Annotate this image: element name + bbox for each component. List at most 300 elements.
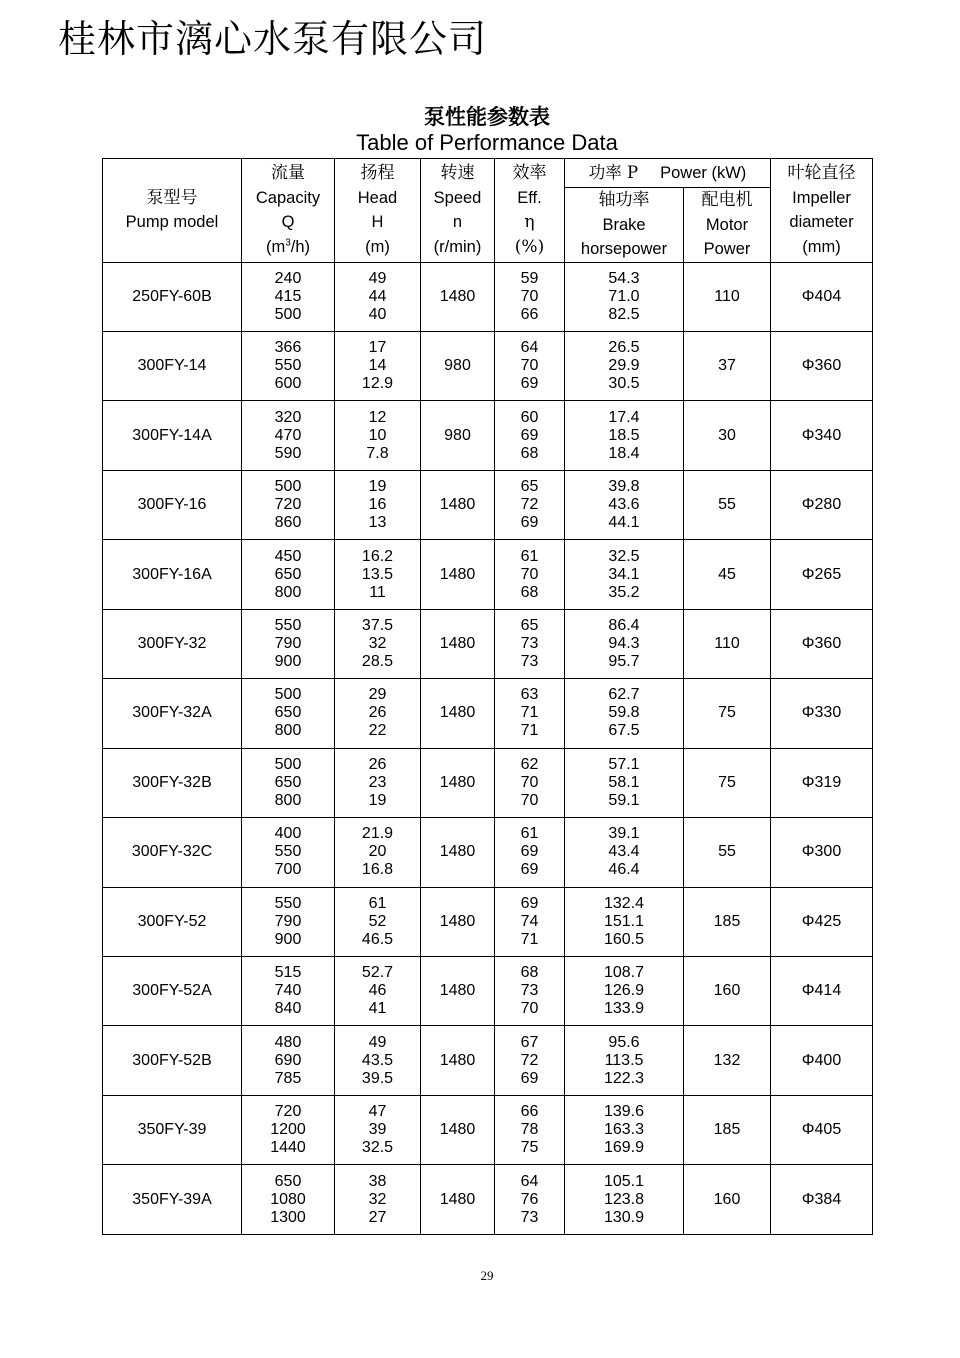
cell-brake-power-value: 26.5 xyxy=(608,339,640,357)
cell-brake-power-value: 62.7 xyxy=(608,686,640,704)
page-number: 29 xyxy=(480,1268,494,1283)
cell-head xyxy=(335,1095,421,1164)
cell-head-value: 16.8 xyxy=(361,861,394,879)
cell-capacity-value: 1080 xyxy=(270,1190,306,1208)
cell-brake-power-value: 18.5 xyxy=(608,426,640,444)
cell-brake-power-value: 32.5 xyxy=(608,547,640,565)
cell-brake-power-value: 133.9 xyxy=(603,1000,645,1018)
table-row xyxy=(103,679,873,748)
cell-capacity xyxy=(242,748,335,817)
cell-head-value: 52.7 xyxy=(361,964,394,982)
cell-efficiency xyxy=(495,818,565,887)
cell-brake-power xyxy=(565,1026,684,1095)
cell-efficiency xyxy=(495,401,565,470)
cell-efficiency-value: 75 xyxy=(520,1139,539,1157)
cell-head-value: 26 xyxy=(368,755,387,773)
cell-capacity xyxy=(242,1026,335,1095)
cell-head xyxy=(335,540,421,609)
cell-brake-power xyxy=(565,470,684,539)
cell-capacity xyxy=(242,331,335,400)
cell-capacity-value: 366 xyxy=(274,339,302,357)
cell-capacity-value: 720 xyxy=(274,1103,302,1121)
cell-capacity-value: 1440 xyxy=(270,1139,306,1157)
cell-motor-power: 55 xyxy=(684,470,771,539)
table-row xyxy=(103,1165,873,1235)
cell-efficiency-value: 68 xyxy=(520,583,539,601)
cell-efficiency-value: 73 xyxy=(520,1208,539,1226)
cell-efficiency-value: 66 xyxy=(520,1103,539,1121)
cell-motor-power: 75 xyxy=(684,748,771,817)
cell-capacity xyxy=(242,679,335,748)
cell-efficiency xyxy=(495,331,565,400)
cell-efficiency xyxy=(495,470,565,539)
cell-brake-power-value: 34.1 xyxy=(608,565,640,583)
cell-head-value: 47 xyxy=(368,1103,387,1121)
cell-impeller-diameter: Φ360 xyxy=(771,609,873,678)
cell-efficiency xyxy=(495,262,565,331)
cell-capacity-value: 550 xyxy=(274,616,302,634)
cell-capacity-value: 590 xyxy=(274,444,302,462)
cell-model: 300FY-52A xyxy=(103,957,242,1026)
cell-capacity-value: 800 xyxy=(274,722,302,740)
cell-impeller-diameter: Φ425 xyxy=(771,887,873,956)
cell-speed: 1480 xyxy=(421,887,495,956)
cell-efficiency xyxy=(495,957,565,1026)
table-row xyxy=(103,1026,873,1095)
cell-brake-power-value: 126.9 xyxy=(603,982,645,1000)
cell-brake-power xyxy=(565,540,684,609)
cell-model: 300FY-16A xyxy=(103,540,242,609)
cell-motor-power: 185 xyxy=(684,1095,771,1164)
table-title-cn: 泵性能参数表 xyxy=(424,105,550,129)
cell-efficiency-value: 65 xyxy=(520,478,539,496)
cell-impeller-diameter: Φ319 xyxy=(771,748,873,817)
table-row xyxy=(103,540,873,609)
company-name: 桂林市漓心水泵有限公司 xyxy=(58,17,488,61)
cell-efficiency-value: 70 xyxy=(520,791,539,809)
cell-motor-power: 75 xyxy=(684,679,771,748)
cell-brake-power xyxy=(565,679,684,748)
cell-efficiency-value: 76 xyxy=(520,1190,539,1208)
cell-motor-power: 110 xyxy=(684,262,771,331)
cell-efficiency-value: 69 xyxy=(520,514,539,532)
cell-efficiency-value: 61 xyxy=(520,547,539,565)
cell-head xyxy=(335,1165,421,1235)
cell-efficiency-value: 70 xyxy=(520,357,539,375)
table-row xyxy=(103,401,873,470)
cell-head-value: 21.9 xyxy=(361,825,394,843)
header-impeller: 叶轮直径 Impeller diameter (mm) xyxy=(771,159,873,263)
cell-capacity xyxy=(242,957,335,1026)
cell-brake-power xyxy=(565,1095,684,1164)
cell-capacity-value: 500 xyxy=(274,305,302,323)
table-row xyxy=(103,262,873,331)
table-row xyxy=(103,609,873,678)
table-row xyxy=(103,818,873,887)
cell-efficiency xyxy=(495,1165,565,1235)
cell-motor-power: 45 xyxy=(684,540,771,609)
cell-efficiency-value: 78 xyxy=(520,1121,539,1139)
cell-efficiency-value: 68 xyxy=(520,444,539,462)
header-capacity: 流量 Capacity Q $(m^3/h)$ xyxy=(242,159,335,263)
cell-brake-power xyxy=(565,748,684,817)
cell-motor-power: 110 xyxy=(684,609,771,678)
cell-efficiency xyxy=(495,1095,565,1164)
cell-model: 250FY-60B xyxy=(103,262,242,331)
cell-model: 300FY-16 xyxy=(103,470,242,539)
cell-head xyxy=(335,679,421,748)
cell-capacity-value: 500 xyxy=(274,686,302,704)
cell-capacity-value: 840 xyxy=(274,1000,302,1018)
cell-brake-power xyxy=(565,401,684,470)
cell-motor-power: 185 xyxy=(684,887,771,956)
table-row xyxy=(103,1095,873,1164)
table-row xyxy=(103,957,873,1026)
cell-head xyxy=(335,262,421,331)
cell-brake-power-value: 43.6 xyxy=(608,496,640,514)
cell-head xyxy=(335,748,421,817)
cell-brake-power-value: 46.4 xyxy=(608,861,640,879)
cell-brake-power-value: 82.5 xyxy=(608,305,640,323)
cell-speed: 1480 xyxy=(421,1165,495,1235)
cell-head-value: 52 xyxy=(368,912,387,930)
cell-speed: 980 xyxy=(421,401,495,470)
cell-efficiency xyxy=(495,1026,565,1095)
cell-head-value: 27 xyxy=(368,1208,387,1226)
cell-efficiency-value: 70 xyxy=(520,1000,539,1018)
cell-head-value: 12.9 xyxy=(361,375,394,393)
cell-head-value: 32 xyxy=(368,634,387,652)
cell-model: 300FY-52B xyxy=(103,1026,242,1095)
cell-brake-power-value: 105.1 xyxy=(603,1172,645,1190)
cell-brake-power-value: 44.1 xyxy=(608,514,640,532)
cell-brake-power-value: 139.6 xyxy=(603,1103,645,1121)
cell-capacity-value: 550 xyxy=(274,843,302,861)
cell-speed: 1480 xyxy=(421,540,495,609)
cell-brake-power-value: 132.4 xyxy=(603,894,645,912)
cell-efficiency-value: 59 xyxy=(520,269,539,287)
performance-table xyxy=(102,158,873,1235)
cell-capacity-value: 450 xyxy=(274,547,302,565)
cell-capacity-value: 650 xyxy=(274,704,302,722)
cell-head-value: 22 xyxy=(368,722,387,740)
cell-efficiency-value: 69 xyxy=(520,843,539,861)
cell-head-value: 40 xyxy=(368,305,387,323)
cell-capacity xyxy=(242,1165,335,1235)
cell-head-value: 49 xyxy=(368,1033,387,1051)
cell-capacity-value: 320 xyxy=(274,408,302,426)
cell-speed: 1480 xyxy=(421,1095,495,1164)
table-body xyxy=(103,262,873,1235)
cell-brake-power-value: 67.5 xyxy=(608,722,640,740)
cell-head-value: 61 xyxy=(368,894,387,912)
cell-speed: 1480 xyxy=(421,818,495,887)
cell-brake-power-value: 39.8 xyxy=(608,478,640,496)
table-row xyxy=(103,331,873,400)
cell-capacity-value: 480 xyxy=(274,1033,302,1051)
cell-motor-power: 37 xyxy=(684,331,771,400)
cell-head-value: 37.5 xyxy=(361,616,394,634)
cell-efficiency-value: 63 xyxy=(520,686,539,704)
cell-head-value: 32 xyxy=(368,1190,387,1208)
cell-efficiency-value: 74 xyxy=(520,912,539,930)
cell-efficiency xyxy=(495,748,565,817)
cell-brake-power-value: 160.5 xyxy=(603,930,645,948)
cell-head-value: 41 xyxy=(368,1000,387,1018)
cell-brake-power-value: 122.3 xyxy=(603,1069,645,1087)
cell-efficiency-value: 64 xyxy=(520,339,539,357)
cell-efficiency xyxy=(495,609,565,678)
cell-head-value: 43.5 xyxy=(361,1051,394,1069)
cell-head-value: 13.5 xyxy=(361,565,394,583)
cell-impeller-diameter: Φ384 xyxy=(771,1165,873,1235)
cell-head-value: 29 xyxy=(368,686,387,704)
cell-capacity-value: 690 xyxy=(274,1051,302,1069)
cell-head-value: 39.5 xyxy=(361,1069,394,1087)
cell-brake-power-value: 54.3 xyxy=(608,269,640,287)
cell-head-value: 19 xyxy=(368,478,387,496)
table-row xyxy=(103,470,873,539)
cell-efficiency xyxy=(495,887,565,956)
cell-capacity-value: 790 xyxy=(274,912,302,930)
cell-brake-power xyxy=(565,957,684,1026)
cell-head xyxy=(335,1026,421,1095)
cell-model: 300FY-32C xyxy=(103,818,242,887)
cell-capacity-value: 550 xyxy=(274,357,302,375)
cell-brake-power xyxy=(565,887,684,956)
cell-capacity-value: 1300 xyxy=(270,1208,306,1226)
cell-efficiency-value: 68 xyxy=(520,964,539,982)
cell-brake-power-value: 123.8 xyxy=(603,1190,645,1208)
cell-head-value: 10 xyxy=(368,426,387,444)
cell-efficiency-value: 60 xyxy=(520,408,539,426)
cell-impeller-diameter: Φ414 xyxy=(771,957,873,1026)
cell-head-value: 20 xyxy=(368,843,387,861)
cell-efficiency-value: 69 xyxy=(520,1069,539,1087)
cell-motor-power: 30 xyxy=(684,401,771,470)
cell-brake-power xyxy=(565,1165,684,1235)
cell-brake-power xyxy=(565,609,684,678)
cell-capacity-value: 515 xyxy=(274,964,302,982)
cell-speed: 1480 xyxy=(421,609,495,678)
cell-motor-power: 132 xyxy=(684,1026,771,1095)
cell-efficiency-value: 66 xyxy=(520,305,539,323)
cell-capacity-value: 500 xyxy=(274,478,302,496)
cell-head-value: 39 xyxy=(368,1121,387,1139)
cell-brake-power xyxy=(565,818,684,887)
cell-motor-power: 160 xyxy=(684,957,771,1026)
cell-motor-power: 55 xyxy=(684,818,771,887)
cell-speed: 1480 xyxy=(421,679,495,748)
cell-efficiency-value: 73 xyxy=(520,652,539,670)
cell-capacity-value: 800 xyxy=(274,583,302,601)
cell-brake-power-value: 163.3 xyxy=(603,1121,645,1139)
cell-capacity-value: 500 xyxy=(274,755,302,773)
table-row xyxy=(103,748,873,817)
cell-brake-power-value: 71.0 xyxy=(608,287,640,305)
cell-brake-power-value: 151.1 xyxy=(603,912,645,930)
cell-head xyxy=(335,887,421,956)
cell-model: 300FY-32B xyxy=(103,748,242,817)
cell-capacity-value: 740 xyxy=(274,982,302,1000)
cell-brake-power-value: 108.7 xyxy=(603,964,645,982)
cell-impeller-diameter: Φ265 xyxy=(771,540,873,609)
cell-capacity xyxy=(242,470,335,539)
cell-efficiency-value: 69 xyxy=(520,894,539,912)
cell-efficiency-value: 67 xyxy=(520,1033,539,1051)
cell-head-value: 19 xyxy=(368,791,387,809)
cell-brake-power-value: 29.9 xyxy=(608,357,640,375)
cell-speed: 1480 xyxy=(421,470,495,539)
cell-capacity-value: 550 xyxy=(274,894,302,912)
cell-capacity-value: 415 xyxy=(274,287,302,305)
cell-impeller-diameter: Φ360 xyxy=(771,331,873,400)
cell-efficiency-value: 69 xyxy=(520,426,539,444)
cell-brake-power-value: 113.5 xyxy=(604,1051,644,1069)
cell-capacity xyxy=(242,887,335,956)
cell-capacity xyxy=(242,818,335,887)
header-power: 功率 P Power (kW) xyxy=(565,159,771,188)
cell-efficiency-value: 69 xyxy=(520,861,539,879)
cell-capacity xyxy=(242,401,335,470)
cell-model: 350FY-39 xyxy=(103,1095,242,1164)
cell-capacity-value: 900 xyxy=(274,930,302,948)
cell-head-value: 28.5 xyxy=(361,652,394,670)
cell-speed: 1480 xyxy=(421,262,495,331)
cell-model: 300FY-14 xyxy=(103,331,242,400)
cell-capacity xyxy=(242,262,335,331)
cell-efficiency-value: 71 xyxy=(520,704,539,722)
header-model: 泵型号 Pump model xyxy=(103,159,242,263)
cell-capacity-value: 700 xyxy=(274,861,302,879)
cell-head xyxy=(335,470,421,539)
cell-speed: 1480 xyxy=(421,957,495,1026)
cell-head-value: 26 xyxy=(368,704,387,722)
cell-head-value: 16 xyxy=(368,496,387,514)
cell-impeller-diameter: Φ404 xyxy=(771,262,873,331)
cell-brake-power-value: 58.1 xyxy=(608,773,640,791)
cell-head-value: 32.5 xyxy=(361,1139,394,1157)
cell-model: 300FY-52 xyxy=(103,887,242,956)
cell-brake-power-value: 95.6 xyxy=(608,1033,640,1051)
cell-model: 300FY-32 xyxy=(103,609,242,678)
cell-impeller-diameter: Φ340 xyxy=(771,401,873,470)
cell-efficiency-value: 64 xyxy=(520,1172,539,1190)
cell-brake-power xyxy=(565,262,684,331)
cell-capacity-value: 1200 xyxy=(270,1121,306,1139)
cell-capacity-value: 800 xyxy=(274,791,302,809)
cell-motor-power: 160 xyxy=(684,1165,771,1235)
cell-impeller-diameter: Φ400 xyxy=(771,1026,873,1095)
cell-brake-power-value: 35.2 xyxy=(608,583,640,601)
cell-head-value: 46 xyxy=(368,982,387,1000)
cell-capacity-value: 790 xyxy=(274,634,302,652)
cell-head-value: 12 xyxy=(368,408,387,426)
cell-capacity xyxy=(242,540,335,609)
header-efficiency: 效率 Eff. η (%) xyxy=(495,159,565,263)
cell-efficiency-value: 73 xyxy=(520,634,539,652)
cell-impeller-diameter: Φ405 xyxy=(771,1095,873,1164)
cell-capacity-value: 650 xyxy=(274,773,302,791)
header-motor-power: 配电机 Motor Power xyxy=(684,188,771,263)
cell-speed: 1480 xyxy=(421,748,495,817)
cell-head-value: 16.2 xyxy=(361,547,394,565)
cell-speed: 980 xyxy=(421,331,495,400)
cell-brake-power-value: 43.4 xyxy=(608,843,640,861)
cell-capacity xyxy=(242,1095,335,1164)
cell-capacity-value: 785 xyxy=(274,1069,302,1087)
cell-head-value: 44 xyxy=(368,287,387,305)
cell-capacity-value: 600 xyxy=(274,375,302,393)
cell-efficiency-value: 71 xyxy=(520,930,539,948)
cell-capacity xyxy=(242,609,335,678)
cell-capacity-value: 650 xyxy=(274,565,302,583)
cell-head-value: 7.8 xyxy=(366,444,389,462)
cell-capacity-value: 650 xyxy=(274,1172,302,1190)
header-head: 扬程 Head H (m) xyxy=(335,159,421,263)
cell-impeller-diameter: Φ330 xyxy=(771,679,873,748)
cell-efficiency-value: 61 xyxy=(520,825,539,843)
cell-efficiency-value: 65 xyxy=(520,616,539,634)
cell-head-value: 14 xyxy=(368,357,387,375)
cell-efficiency-value: 73 xyxy=(520,982,539,1000)
cell-capacity-value: 470 xyxy=(274,426,302,444)
cell-brake-power-value: 169.9 xyxy=(603,1139,645,1157)
cell-capacity-value: 400 xyxy=(274,825,302,843)
cell-head-value: 46.5 xyxy=(361,930,394,948)
cell-capacity-value: 900 xyxy=(274,652,302,670)
cell-brake-power-value: 59.8 xyxy=(608,704,640,722)
cell-efficiency-value: 71 xyxy=(520,722,539,740)
cell-head xyxy=(335,818,421,887)
cell-capacity-value: 240 xyxy=(274,269,302,287)
header-speed: 转速 Speed n (r/min) xyxy=(421,159,495,263)
cell-head-value: 13 xyxy=(368,514,387,532)
cell-efficiency-value: 70 xyxy=(520,773,539,791)
cell-model: 300FY-14A xyxy=(103,401,242,470)
cell-speed: 1480 xyxy=(421,1026,495,1095)
cell-efficiency-value: 62 xyxy=(520,755,539,773)
cell-brake-power-value: 130.9 xyxy=(603,1208,645,1226)
cell-model: 300FY-32A xyxy=(103,679,242,748)
cell-efficiency xyxy=(495,679,565,748)
cell-brake-power-value: 17.4 xyxy=(608,408,640,426)
cell-brake-power-value: 59.1 xyxy=(608,791,640,809)
cell-capacity-value: 720 xyxy=(274,496,302,514)
cell-efficiency-value: 69 xyxy=(520,375,539,393)
cell-impeller-diameter: Φ280 xyxy=(771,470,873,539)
table-row xyxy=(103,887,873,956)
cell-model: 350FY-39A xyxy=(103,1165,242,1235)
cell-brake-power-value: 95.7 xyxy=(608,652,640,670)
cell-brake-power-value: 39.1 xyxy=(608,825,640,843)
cell-brake-power-value: 86.4 xyxy=(608,616,640,634)
cell-head-value: 38 xyxy=(368,1172,387,1190)
cell-brake-power-value: 18.4 xyxy=(608,444,640,462)
cell-efficiency-value: 70 xyxy=(520,287,539,305)
cell-head-value: 11 xyxy=(369,583,386,601)
cell-head xyxy=(335,331,421,400)
cell-efficiency-value: 72 xyxy=(520,496,539,514)
cell-efficiency-value: 70 xyxy=(520,565,539,583)
cell-head-value: 17 xyxy=(368,339,387,357)
cell-head-value: 49 xyxy=(368,269,387,287)
header-brake-horsepower: 轴功率 Brake horsepower xyxy=(565,188,684,263)
cell-efficiency-value: 72 xyxy=(520,1051,539,1069)
cell-capacity-value: 860 xyxy=(274,514,302,532)
cell-brake-power xyxy=(565,331,684,400)
cell-brake-power-value: 57.1 xyxy=(608,755,640,773)
